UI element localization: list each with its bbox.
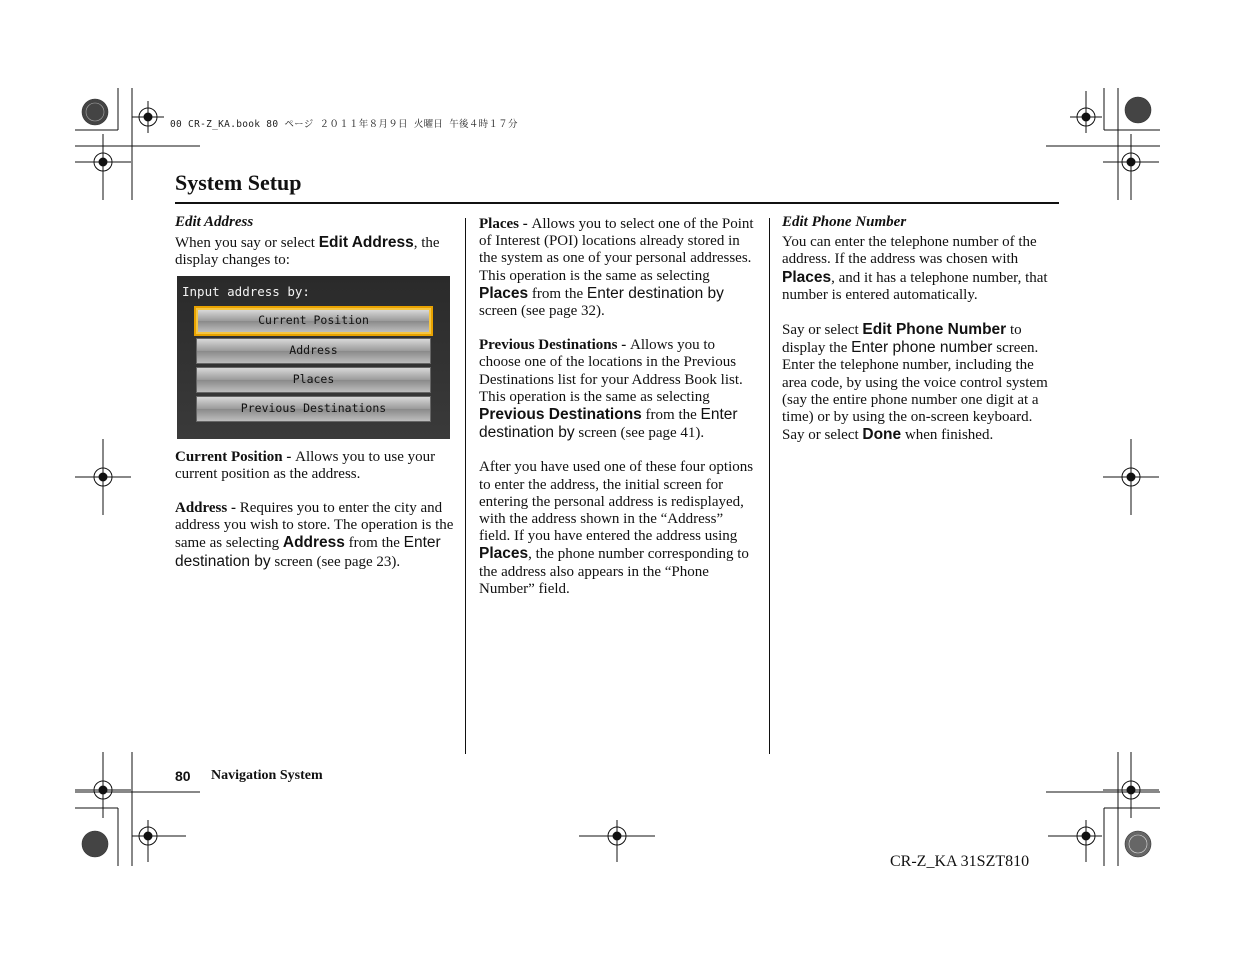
edit-phone-intro: You can enter the telephone number of the address. If the address was chosen with Places, and it has a telephone number, that number is entered automatically. [782,234,1048,303]
document-code: CR-Z_KA 31SZT810 [890,853,1030,870]
edit-phone-instructions: Say or select Edit Phone Number to display the Enter phone number screen. Enter the telephone number, including the area code, by using the voice control system (say the entire phone number one digit at a time) or by using the on-screen keyboard. Say or select Done when finished. [782,321,1048,444]
previous-destinations-desc: Previous Destinations - Allows you to choose one of the locations in the Previous Destinations list for your Address Book list. This operation is the same as selecting Previous Destinations from the Enter destination by screen (see page 41). [479,337,743,442]
current-position-desc: Current Position - Allows you to use your current position as the address. [175,448,436,482]
section-heading-edit-phone-number: Edit Phone Number [782,214,907,230]
column-1 [175,214,455,588]
footer-section-label: Navigation System [211,768,323,783]
section-heading-edit-address: Edit Address [175,214,254,230]
address-desc: Address - Requires you to enter the city and address you wish to store. The operation is the same as selecting Address from the Enter destination by screen (see page 23). [175,500,454,570]
nav-button-current-position: Current Position [196,308,431,334]
column-divider [769,218,770,754]
column-2 [479,216,757,615]
nav-screen-image [177,276,450,439]
after-options-desc: After you have used one of these four options to enter the address, the initial screen for entering the personal address is redisplayed, with the address shown in the “Address” field. If you have entered the address using Places, the phone number corresponding to the address also appears in the “Phone Number” field. [479,459,754,597]
nav-button-address: Address [196,338,431,364]
column-divider [465,218,466,754]
nav-button-places: Places [196,367,431,393]
nav-screen-prompt: Input address by: [182,283,310,299]
file-header: 00 CR-Z_KA.book 80 ページ ２０１１年８月９日 火曜日 午後４時１７分 [170,119,518,130]
places-desc: Places - Allows you to select one of the Point of Interest (POI) locations already stored in the system as one of your personal addresses. This operation is the same as selecting Places from the Enter destination by screen (see page 32). [479,216,754,320]
page-number: 80 [175,768,191,784]
nav-button-previous-destinations: Previous Destinations [196,396,431,422]
page-title: System Setup [175,170,302,195]
column-3 [782,214,1058,461]
edit-address-intro: When you say or select Edit Address, the display changes to: [175,234,440,269]
title-rule [175,202,1059,204]
